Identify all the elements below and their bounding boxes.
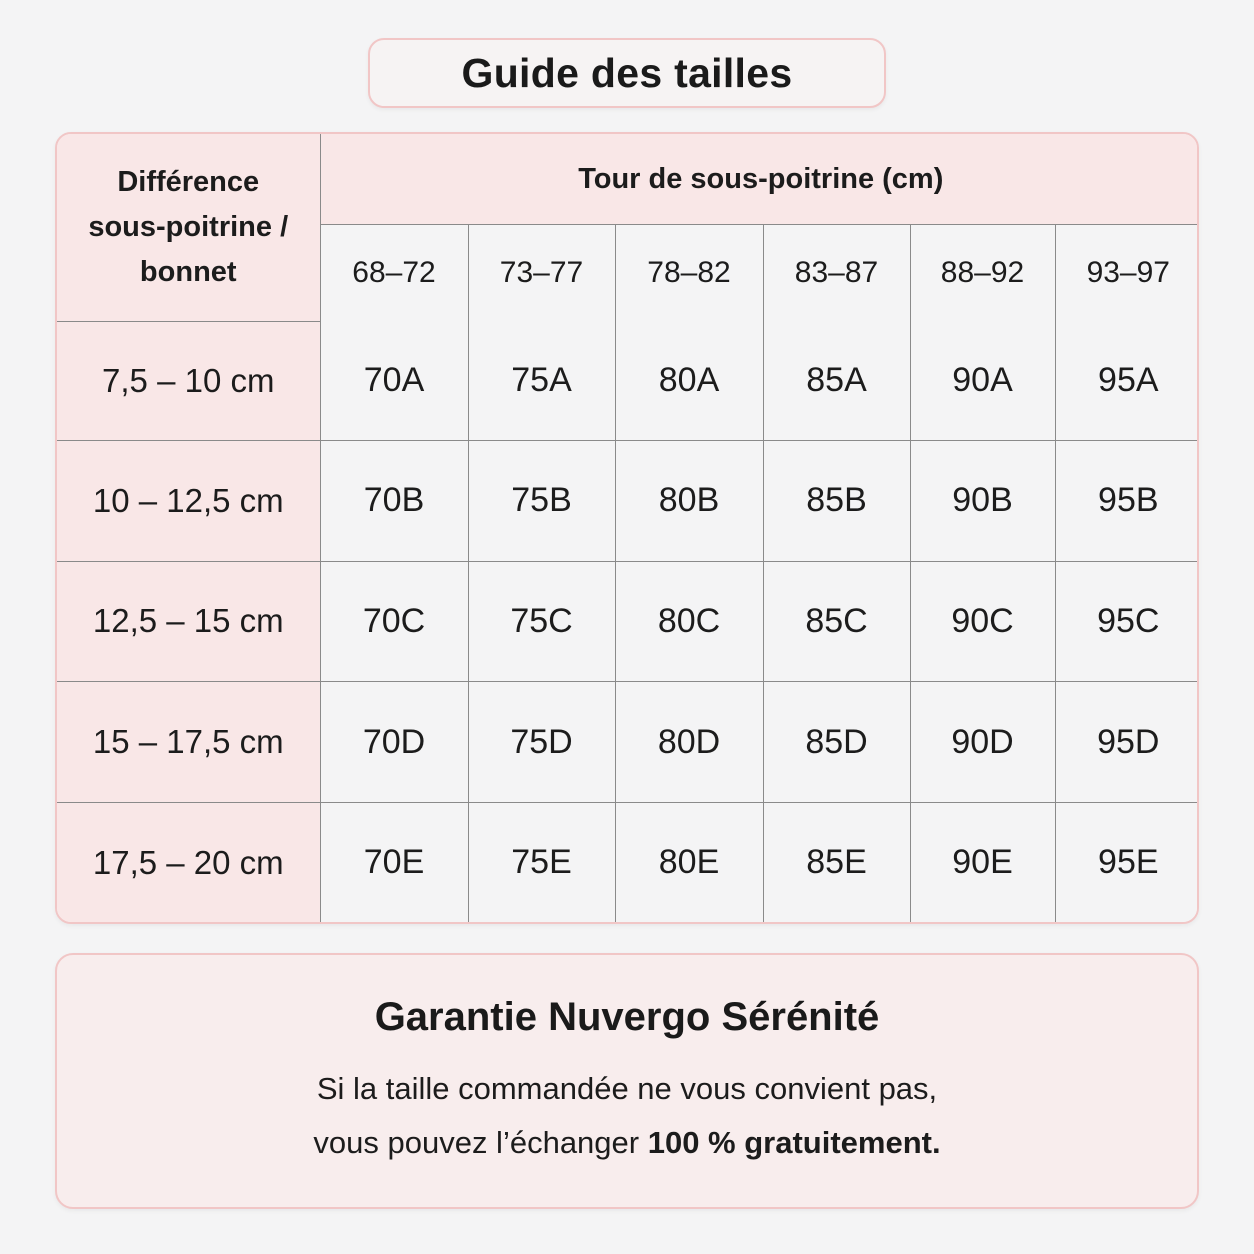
size-cell: 95E [1055,803,1199,922]
row-header: 17,5 – 20 cm [57,803,320,922]
size-cell: 90B [910,440,1055,561]
size-table [57,134,1199,922]
column-header: 93–97 [1055,225,1199,322]
size-cell: 85E [763,803,910,922]
title-box [368,38,886,108]
size-cell: 90E [910,803,1055,922]
table-row [57,561,1199,682]
size-cell: 80B [615,440,763,561]
table-row [57,321,1199,440]
size-cell: 85D [763,682,910,803]
corner-header [57,134,320,321]
size-cell: 95D [1055,682,1199,803]
size-cell: 75A [468,321,615,440]
size-cell: 80A [615,321,763,440]
size-cell: 75C [468,561,615,682]
corner-header-line: Différence [117,165,260,198]
size-cell: 90D [910,682,1055,803]
guarantee-text-prefix: vous pouvez l’échanger [313,1125,648,1160]
page-title: Guide des tailles [461,49,793,96]
size-cell: 75D [468,682,615,803]
size-cell: 70B [320,440,468,561]
guarantee-text-emphasis: 100 % gratuitement. [647,1125,941,1160]
size-cell: 95A [1055,321,1199,440]
size-cell: 80E [615,803,763,922]
size-cell: 95B [1055,440,1199,561]
column-header: 68–72 [320,225,468,322]
guarantee-title: Garantie Nuvergo Sérénité [374,995,880,1039]
row-header: 15 – 17,5 cm [57,682,320,803]
size-cell: 85A [763,321,910,440]
corner-header-line: bonnet [139,255,237,288]
size-cell: 75B [468,440,615,561]
table-row [57,803,1199,922]
size-cell: 85B [763,440,910,561]
guarantee-panel [55,953,1199,1209]
guarantee-text-line-1: Si la taille commandée ne vous convient pas, [316,1071,938,1106]
header-row-group [57,134,1199,225]
size-cell: 70E [320,803,468,922]
column-header: 83–87 [763,225,910,322]
size-cell: 85C [763,561,910,682]
size-table-container [55,132,1199,924]
guarantee-text-line-2 [57,1116,1197,1170]
column-header: 88–92 [910,225,1055,322]
row-header: 7,5 – 10 cm [57,321,320,440]
size-cell: 80C [615,561,763,682]
underbust-group-header: Tour de sous-poitrine (cm) [320,134,1199,225]
size-cell: 80D [615,682,763,803]
size-cell: 70D [320,682,468,803]
size-cell: 90C [910,561,1055,682]
row-header: 12,5 – 15 cm [57,561,320,682]
size-cell: 75E [468,803,615,922]
column-header: 78–82 [615,225,763,322]
size-cell: 95C [1055,561,1199,682]
table-row [57,682,1199,803]
size-cell: 70A [320,321,468,440]
row-header: 10 – 12,5 cm [57,440,320,561]
column-header: 73–77 [468,225,615,322]
size-cell: 70C [320,561,468,682]
table-row [57,440,1199,561]
size-cell: 90A [910,321,1055,440]
corner-header-line: sous-poitrine / [88,210,289,243]
